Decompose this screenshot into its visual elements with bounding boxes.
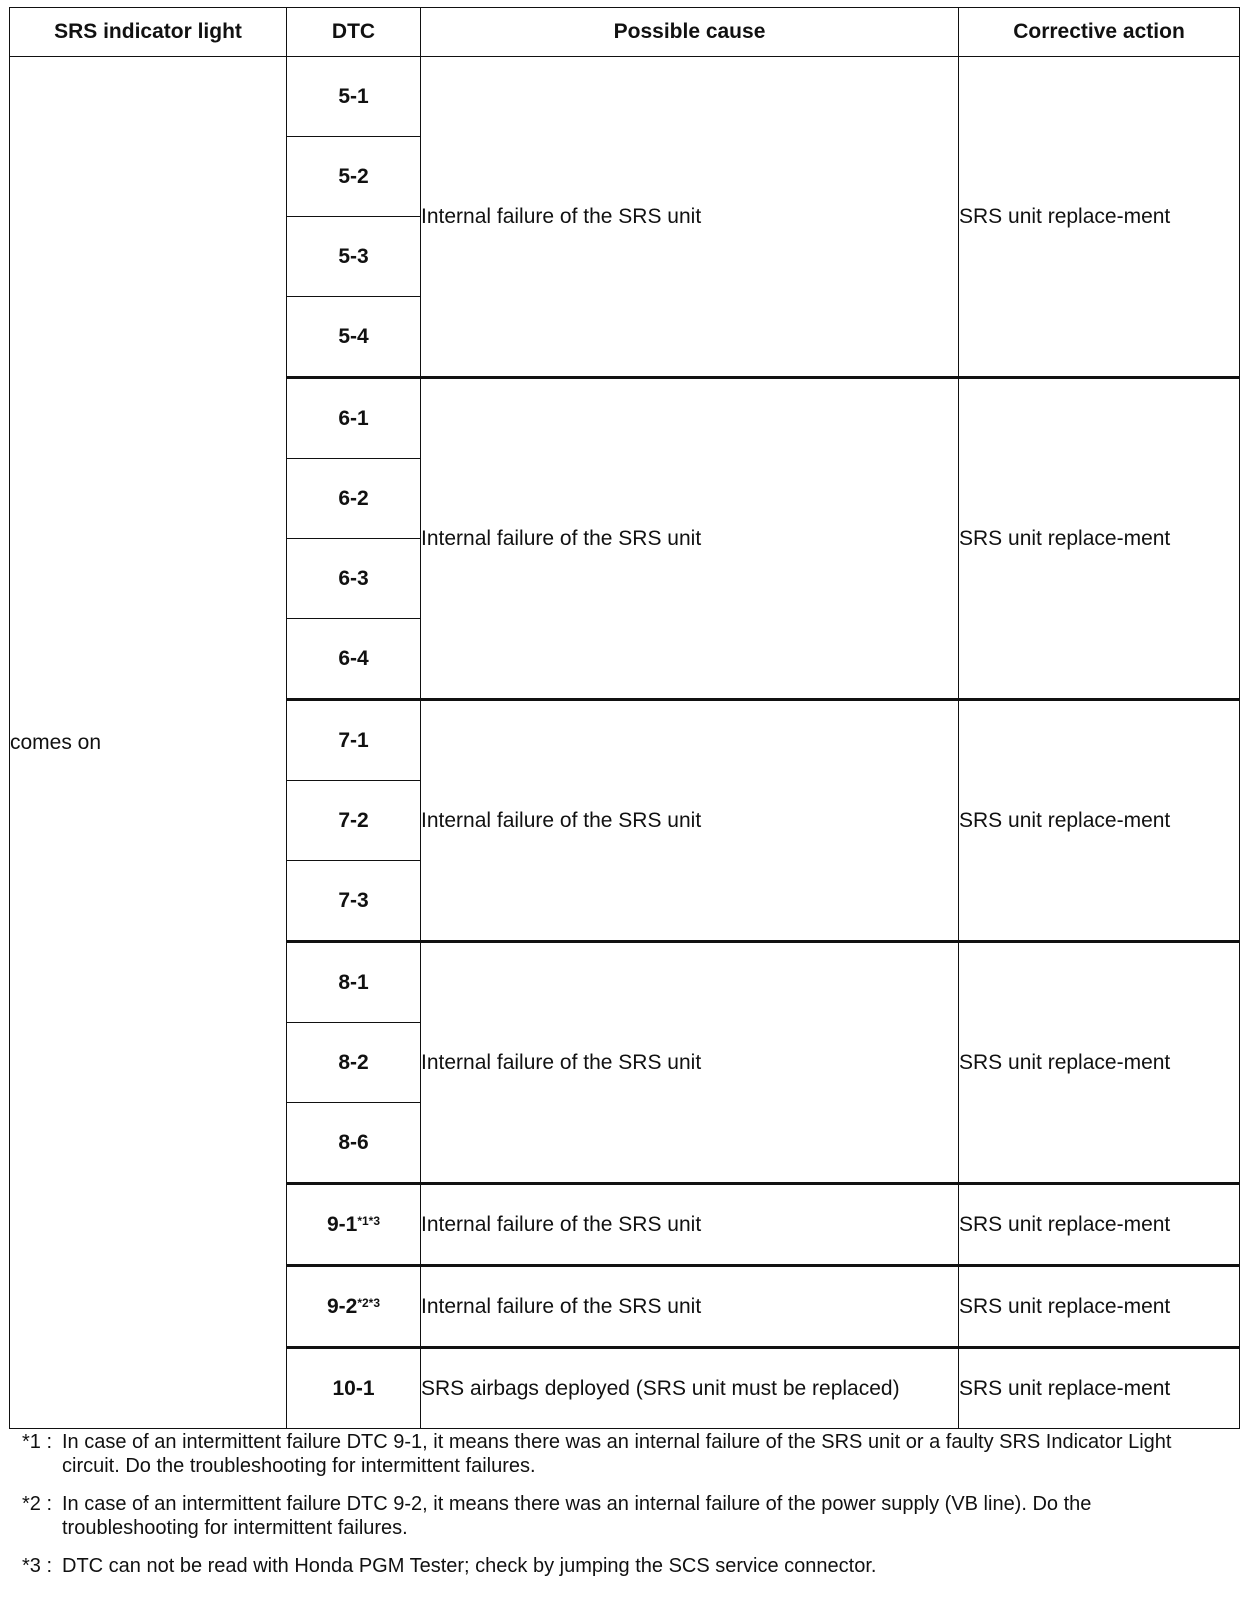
corrective-action: SRS unit replace-ment: [959, 1184, 1240, 1266]
corrective-action: SRS unit replace-ment: [959, 1266, 1240, 1348]
header-possible-cause: Possible cause: [421, 8, 959, 57]
dtc-code: 7-2: [287, 781, 421, 861]
dtc-code: 7-1: [287, 700, 421, 781]
header-corrective-action: Corrective action: [959, 8, 1240, 57]
dtc-code: 5-4: [287, 297, 421, 378]
corrective-action: SRS unit replace-ment: [959, 1348, 1240, 1429]
dtc-code: 8-1: [287, 942, 421, 1023]
possible-cause: Internal failure of the SRS unit: [421, 1266, 959, 1348]
possible-cause: Internal failure of the SRS unit: [421, 942, 959, 1184]
dtc-code: 6-1: [287, 378, 421, 459]
corrective-action: SRS unit replace-ment: [959, 700, 1240, 942]
possible-cause: Internal failure of the SRS unit: [421, 1184, 959, 1266]
dtc-code-text: 9-1: [326, 1212, 358, 1236]
table-header-row: [10, 8, 1240, 57]
possible-cause: Internal failure of the SRS unit: [421, 378, 959, 700]
header-indicator-light: SRS indicator light: [10, 8, 287, 57]
dtc-code: 5-2: [287, 137, 421, 217]
footnote-text: DTC can not be read with Honda PGM Tester; check by jumping the SCS service connector.: [62, 1555, 877, 1577]
dtc-code: 10-1: [287, 1348, 421, 1429]
footnote-ref: *2*3: [357, 1295, 381, 1310]
footnote-ref: *1*3: [357, 1213, 381, 1228]
dtc-code: 5-3: [287, 217, 421, 297]
footnote: [22, 1554, 1232, 1578]
footnotes: [22, 1430, 1232, 1592]
header-dtc: DTC: [287, 8, 421, 57]
dtc-code: 5-1: [287, 57, 421, 137]
dtc-code: 6-2: [287, 459, 421, 539]
dtc-code: 8-6: [287, 1103, 421, 1184]
dtc-code: 6-4: [287, 619, 421, 700]
dtc-table: [9, 7, 1240, 1429]
possible-cause: Internal failure of the SRS unit: [421, 57, 959, 378]
corrective-action: SRS unit replace-ment: [959, 378, 1240, 700]
indicator-light-status: comes on: [10, 57, 287, 1429]
dtc-code: 6-3: [287, 539, 421, 619]
dtc-code-text: 9-2: [326, 1294, 358, 1318]
corrective-action: SRS unit replace-ment: [959, 57, 1240, 378]
footnote-mark: *1 :: [22, 1431, 53, 1453]
possible-cause: SRS airbags deployed (SRS unit must be replaced): [421, 1348, 959, 1429]
dtc-code: [287, 1184, 421, 1266]
dtc-code: [287, 1266, 421, 1348]
possible-cause: Internal failure of the SRS unit: [421, 700, 959, 942]
corrective-action: SRS unit replace-ment: [959, 942, 1240, 1184]
footnote: [22, 1492, 1232, 1540]
footnote-text: In case of an intermittent failure DTC 9-2, it means there was an internal failure of the power supply (VB line). Do the troubleshooting for intermittent failures.: [62, 1493, 1092, 1539]
dtc-code: 7-3: [287, 861, 421, 942]
footnote-mark: *2 :: [22, 1493, 53, 1515]
dtc-code: 8-2: [287, 1023, 421, 1103]
footnote-text: In case of an intermittent failure DTC 9-1, it means there was an internal failure of the SRS unit or a faulty SRS Indicator Light circuit. Do the troubleshooting for intermittent failures.: [62, 1431, 1172, 1477]
footnote-mark: *3 :: [22, 1555, 53, 1577]
footnote: [22, 1430, 1232, 1478]
table-row: [10, 57, 1240, 137]
